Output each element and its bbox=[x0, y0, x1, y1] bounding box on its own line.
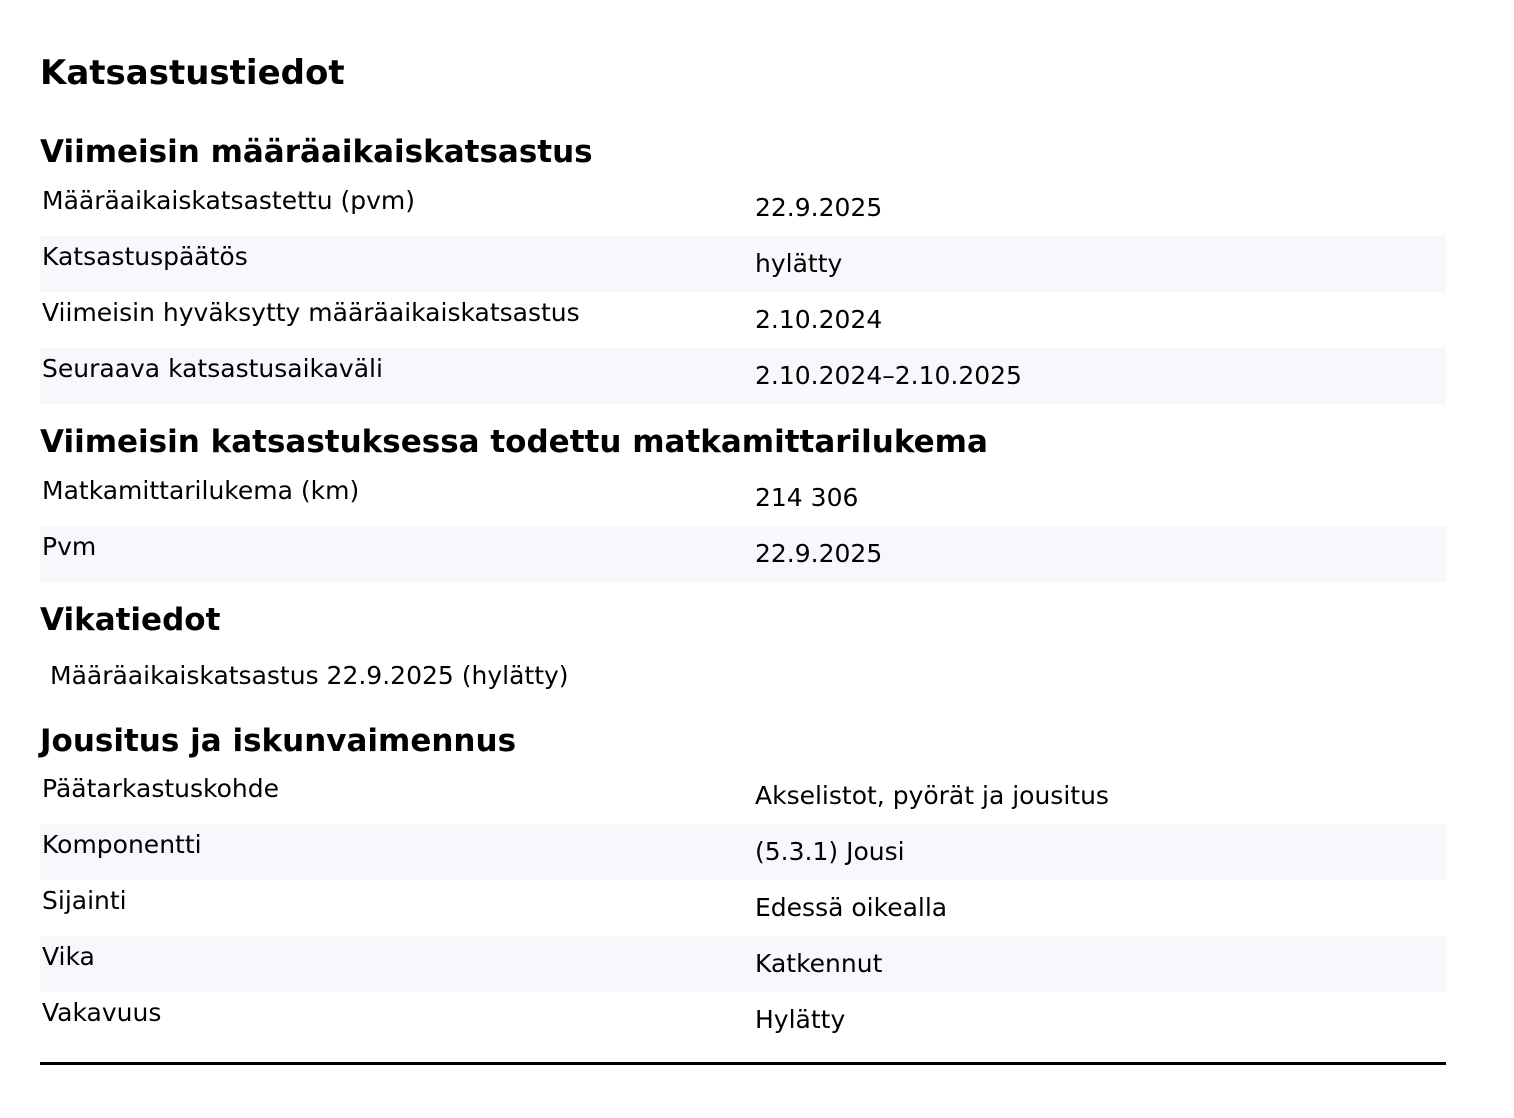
table-row bbox=[40, 348, 1446, 404]
row-value: 22.9.2025 bbox=[755, 193, 883, 222]
table-row bbox=[40, 992, 1446, 1048]
table-row bbox=[40, 880, 1446, 936]
row-label: Matkamittarilukema (km) bbox=[42, 476, 360, 505]
row-label: Määräaikaiskatsastettu (pvm) bbox=[42, 186, 416, 215]
row-value: Hylätty bbox=[755, 1005, 846, 1034]
row-label: Vakavuus bbox=[42, 998, 162, 1027]
row-value: 2.10.2024 bbox=[755, 305, 883, 334]
table-row bbox=[40, 526, 1446, 582]
table-row bbox=[40, 768, 1446, 824]
section-heading-inspection: Viimeisin määräaikaiskatsastus bbox=[40, 134, 593, 170]
row-value: hylätty bbox=[755, 249, 843, 278]
row-value: 2.10.2024–2.10.2025 bbox=[755, 361, 1022, 390]
page-title: Katsastustiedot bbox=[40, 53, 345, 93]
row-value: Katkennut bbox=[755, 949, 883, 978]
table-row bbox=[40, 292, 1446, 348]
table-row bbox=[40, 180, 1446, 236]
row-value: (5.3.1) Jousi bbox=[755, 837, 905, 866]
table-row bbox=[40, 936, 1446, 992]
bottom-divider bbox=[40, 1062, 1446, 1065]
row-label: Seuraava katsastusaikaväli bbox=[42, 354, 383, 383]
table-row bbox=[40, 824, 1446, 880]
row-value: 22.9.2025 bbox=[755, 539, 883, 568]
section-heading-faults: Vikatiedot bbox=[40, 602, 221, 638]
row-label: Vika bbox=[42, 942, 95, 971]
odometer-table bbox=[40, 470, 1446, 582]
section-heading-suspension: Jousitus ja iskunvaimennus bbox=[40, 723, 517, 759]
section-heading-odometer: Viimeisin katsastuksessa todettu matkamittarilukema bbox=[40, 424, 988, 460]
row-label: Viimeisin hyväksytty määräaikaiskatsastus bbox=[42, 298, 580, 327]
row-label: Päätarkastuskohde bbox=[42, 774, 280, 803]
row-label: Komponentti bbox=[42, 830, 202, 859]
row-label: Katsastuspäätös bbox=[42, 242, 248, 271]
inspection-table bbox=[40, 180, 1446, 404]
row-value: 214 306 bbox=[755, 483, 859, 512]
row-value: Edessä oikealla bbox=[755, 893, 948, 922]
row-value: Akselistot, pyörät ja jousitus bbox=[755, 781, 1109, 810]
fault-inspection-summary: Määräaikaiskatsastus 22.9.2025 (hylätty) bbox=[50, 661, 569, 690]
table-row bbox=[40, 236, 1446, 292]
row-label: Pvm bbox=[42, 532, 97, 561]
row-label: Sijainti bbox=[42, 886, 127, 915]
table-row bbox=[40, 470, 1446, 526]
suspension-table bbox=[40, 768, 1446, 1048]
